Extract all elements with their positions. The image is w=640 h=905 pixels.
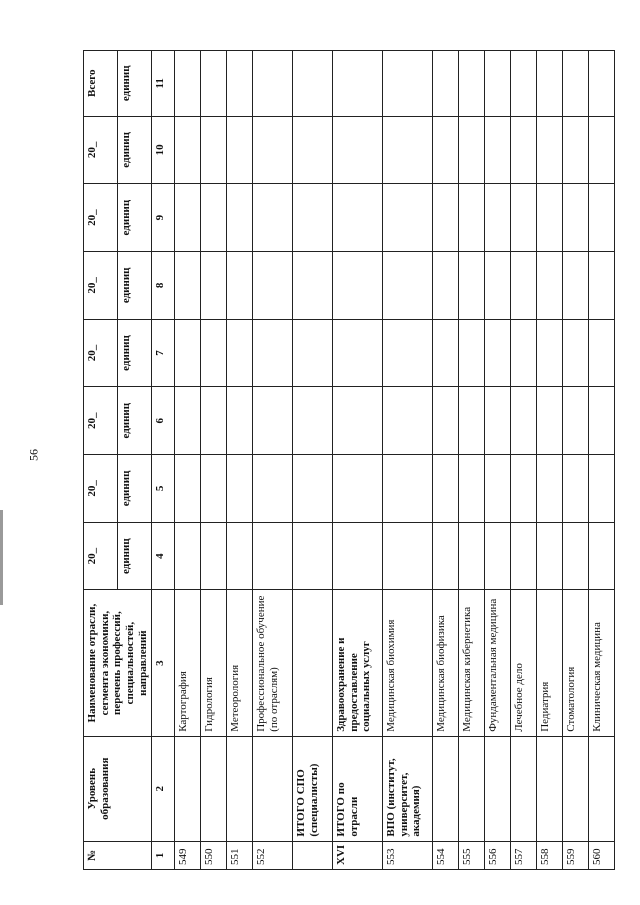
header-unit: единиц (118, 251, 152, 319)
header-year-7: 20_ (84, 319, 118, 387)
row-name: Медицинская биохимия (383, 590, 433, 736)
row-num: 551 (227, 841, 253, 869)
row-level: ИТОГО СПО (специалисты) (293, 736, 333, 841)
table-row (537, 51, 563, 870)
column-number: 3 (152, 590, 175, 736)
row-name (293, 590, 333, 736)
scan-edge-mark (0, 510, 3, 605)
header-unit: единиц (118, 387, 152, 455)
header-year-5: 20_ (84, 455, 118, 523)
header-total: Всего (84, 51, 118, 117)
table-row (201, 51, 227, 870)
row-num: 549 (175, 841, 201, 869)
column-number: 11 (152, 51, 175, 117)
header-unit: единиц (118, 184, 152, 252)
row-level (485, 736, 511, 841)
row-num: 558 (537, 841, 563, 869)
header-year-9: 20_ (84, 184, 118, 252)
row-num: XVI (333, 841, 383, 869)
header-level: Уровень образования (84, 736, 152, 841)
row-name: Гидрология (201, 590, 227, 736)
row-num: 550 (201, 841, 227, 869)
row-name: Лечебное дело (511, 590, 537, 736)
row-name: Картография (175, 590, 201, 736)
table-row (433, 51, 459, 870)
row-name: Клиническая медицина (589, 590, 615, 736)
table-row (589, 51, 615, 870)
table-row (485, 51, 511, 870)
table-row (511, 51, 537, 870)
header-unit: единиц (118, 455, 152, 523)
row-num: 557 (511, 841, 537, 869)
column-number: 2 (152, 736, 175, 841)
column-number: 9 (152, 184, 175, 252)
row-num (293, 841, 333, 869)
page-number: 56 (26, 449, 41, 461)
row-level (563, 736, 589, 841)
header-year-4: 20_ (84, 522, 118, 590)
column-number: 5 (152, 455, 175, 523)
column-number: 8 (152, 251, 175, 319)
row-name: Метеорология (227, 590, 253, 736)
row-level: ВПО (институт, университет, академия) (383, 736, 433, 841)
row-level (433, 736, 459, 841)
table-row-industry (333, 51, 383, 870)
column-number: 4 (152, 522, 175, 590)
row-level (511, 736, 537, 841)
row-level (253, 736, 293, 841)
row-name: Стоматология (563, 590, 589, 736)
column-number: 6 (152, 387, 175, 455)
table-row (383, 51, 433, 870)
row-name: Здравоохранение и предоставление социальных услуг (333, 590, 383, 736)
header-year-6: 20_ (84, 387, 118, 455)
header-unit: единиц (118, 51, 152, 117)
row-level (201, 736, 227, 841)
table-row (563, 51, 589, 870)
header-unit: единиц (118, 319, 152, 387)
row-level (227, 736, 253, 841)
row-level: ИТОГО по отрасли (333, 736, 383, 841)
row-level (537, 736, 563, 841)
header-year-8: 20_ (84, 251, 118, 319)
row-num: 556 (485, 841, 511, 869)
column-number: 7 (152, 319, 175, 387)
row-level (459, 736, 485, 841)
row-num: 554 (433, 841, 459, 869)
column-number: 1 (152, 841, 175, 869)
row-name: Профессиональное обучение (по отраслям) (253, 590, 293, 736)
row-level (175, 736, 201, 841)
rotated-table-wrapper (83, 50, 628, 870)
header-num: № (84, 841, 152, 869)
table-row (175, 51, 201, 870)
row-level (589, 736, 615, 841)
header-year-10: 20_ (84, 116, 118, 184)
table-row-total (293, 51, 333, 870)
row-name: Медицинская кибернетика (459, 590, 485, 736)
row-name: Медицинская биофизика (433, 590, 459, 736)
row-num: 553 (383, 841, 433, 869)
education-table (83, 50, 615, 870)
table-row (459, 51, 485, 870)
row-num: 552 (253, 841, 293, 869)
table-row (253, 51, 293, 870)
table-row (227, 51, 253, 870)
column-number: 10 (152, 116, 175, 184)
row-name: Педиатрия (537, 590, 563, 736)
header-unit: единиц (118, 522, 152, 590)
row-name: Фундаментальная медицина (485, 590, 511, 736)
header-unit: единиц (118, 116, 152, 184)
header-name: Наименование отрасли, сегмента экономики, перечень профессий, специальностей, направлений (84, 590, 152, 736)
row-num: 559 (563, 841, 589, 869)
row-num: 555 (459, 841, 485, 869)
column-number-row (152, 51, 175, 870)
row-num: 560 (589, 841, 615, 869)
